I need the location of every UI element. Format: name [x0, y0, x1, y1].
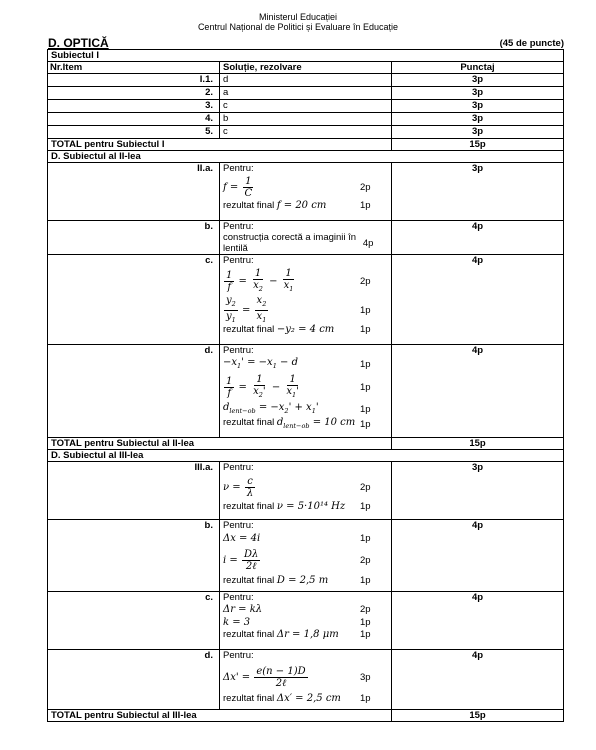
item-row-3a: III.a. Pentru: ν = $\frac{c}{\lambda}$ 2p rezultat final ν = 5·10¹⁴ Hz 1p 3p [48, 462, 564, 520]
header-center: Centrul Național de Politici și Evaluare în Educație [197, 22, 399, 32]
total-subiect1: TOTAL pentru Subiectul I [48, 139, 392, 151]
total-subiect1-points: 15p [392, 139, 564, 151]
item-row-2a: II.a. Pentru: f = $\frac{1}{C}$ 2p rezultat final f = 20 cm 1p 3p [48, 163, 564, 221]
table-row: 3. c 3p [48, 100, 564, 113]
section-title: D. OPTICĂ [48, 36, 109, 50]
item-row-3b: b. Pentru: Δx = 4i 1p i = $\frac{D\lambda}{\text{2ℓ}}$ 2p rezultat final D = 2,5 m 1p 4p [48, 520, 564, 592]
item-row-3c: c. Pentru: Δr = kλ 2p k = 3 1p rezultat final Δr = 1,8 μm 1p 4p [48, 592, 564, 650]
item-row-2b: b. Pentru: construcția corectă a imaginii în lentilă 4p 4p [48, 221, 564, 255]
col-points-header: Punctaj [392, 62, 564, 74]
table-row: 2. a 3p [48, 87, 564, 100]
total-subiect3: TOTAL pentru Subiectul al III-lea [48, 710, 392, 722]
item-row-3d: d. Pentru: Δx' = $\frac{e(n - 1)D}{\text{2ℓ}}$ 3p rezultat final Δx′ = 2,5 cm 1p 4p [48, 650, 564, 710]
subiect3-title: D. Subiectul al III-lea [48, 450, 564, 462]
subiect2-title: D. Subiectul al II-lea [48, 151, 564, 163]
table-row: 5. c 3p [48, 126, 564, 139]
col-solution-header: Soluție, rezolvare [220, 62, 392, 74]
subiect1-title: Subiectul I [48, 50, 564, 62]
item-row-2d: d. Pentru: $-x_1' = -x_1 - d$ 1p $\frac{1}{f}$ = $\frac{1}{x_2'}$ − $\frac{1}{x_1'}$ 1p $d_{lent-ob} = -x_2' + x_1'$ 1p rezultat final $d_{lent-ob} = 10$ cm 1p 4p [48, 345, 564, 438]
scoring-table [47, 49, 564, 722]
total-subiect3-points: 15p [392, 710, 564, 722]
table-row: I.1. d 3p [48, 74, 564, 87]
item-row-2c: c. Pentru: $\frac{1}{f}$ = $\frac{1}{x_2}$ − $\frac{1}{x_1}$ 2p $\frac{y_2}{y_1}$ = $\frac{x_2}{x_1}$ 1p rezultat final −y₂ = 4 cm 1p 4p [48, 255, 564, 345]
total-subiect2-points: 15p [392, 438, 564, 450]
table-row: 4. b 3p [48, 113, 564, 126]
total-subiect2: TOTAL pentru Subiectul al II-lea [48, 438, 392, 450]
col-item-header: Nr.Item [48, 62, 220, 74]
header-ministry: Ministerul Educației [258, 12, 338, 22]
section-points: (45 de puncte) [499, 38, 564, 49]
